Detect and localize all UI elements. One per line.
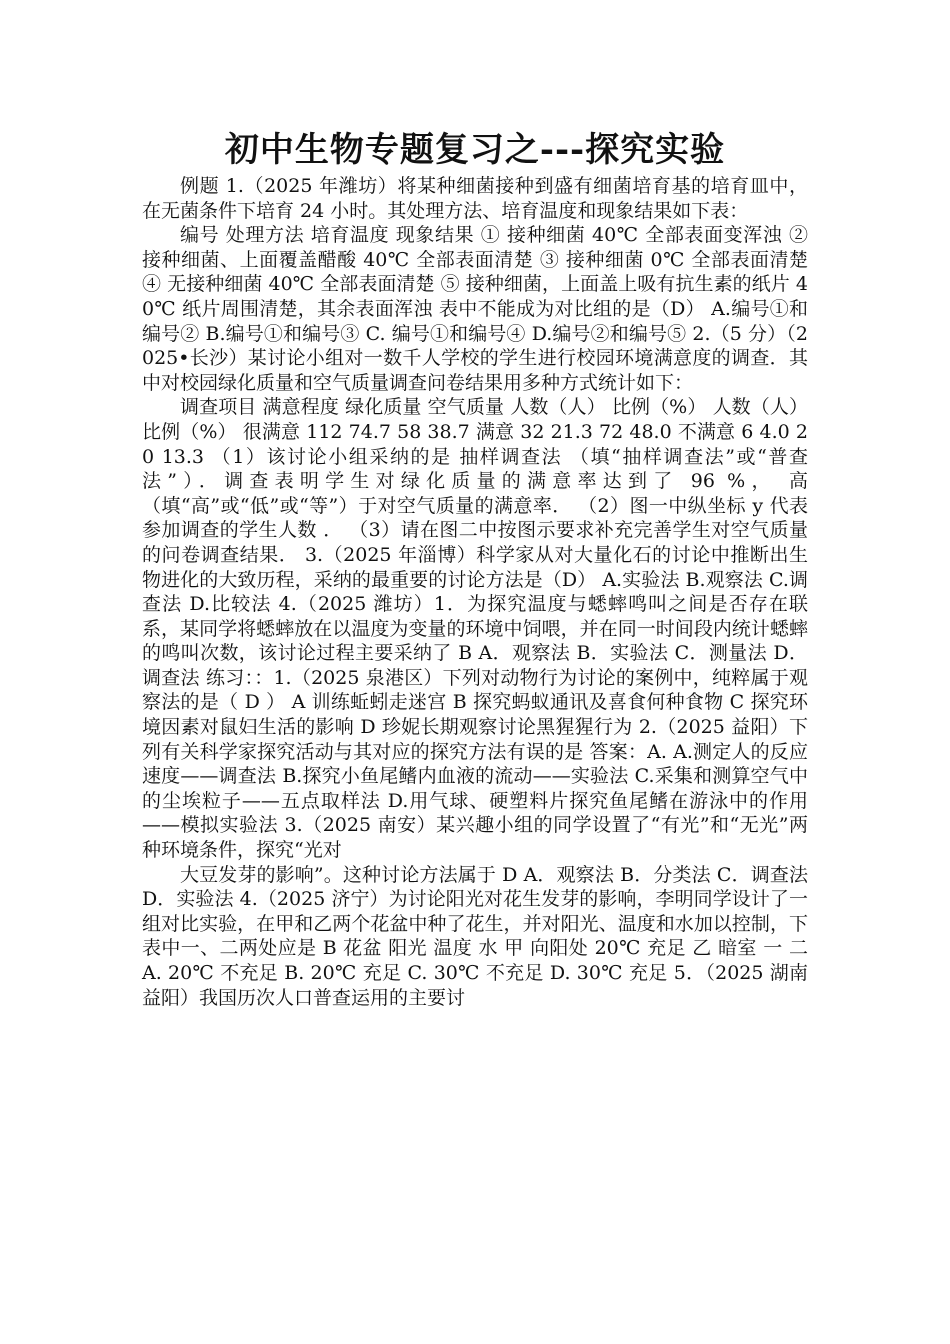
document-page: [142, 128, 808, 1010]
paragraph-survey-and-exercises: 调查项目 满意程度 绿化质量 空气质量 人数（人） 比例（%） 人数（人） 比例（%） 很满意 112 74.7 58 38.7 满意 32 21.3 72 48.0 不满意 6 4.0 20 13.3 （1）该讨论小组采纳的是 抽样调查法 （填“抽样调查法”或“普查法”）．调查表明学生对绿化质量的满意率达到了 96 %， 高 （填“高”或“低”或“等”）于对空气质量的满意率． （2）图一中纵坐标 y 代表 参加调查的学生人数 ． （3）请在图二中按图示要求补充完善学生对空气质量的问卷调查结果． 3.（2025 年淄博）科学家从对大量化石的讨论中推断出生物进化的大致历程，采纳的最重要的讨论方法是（D） A.实验法 B.观察法 C.调查法 D.比较法 4.（2025 潍坊）1．为探究温度与蟋蟀鸣叫之间是否存在联系，某同学将蟋蟀放在以温度为变量的环境中饲喂，并在同一时间段内统计蟋蟀的鸣叫次数，该讨论过程主要采纳了 B A．观察法 B．实验法 C．测量法 D．调查法 练习：：1.（2025 泉港区）下列对动物行为讨论的案例中，纯粹属于观察法的是（ D ） A 训练蚯蚓走迷宫 B 探究蚂蚁通讯及喜食何种食物 C 探究环境因素对鼠妇生活的影响 D 珍妮长期观察讨论黑猩猩行为 2.（2025 益阳）下列有关科学家探究活动与其对应的探究方法有误的是 答案：A. A.测定人的反应速度——调查法 B.探究小鱼尾鳍内血液的流动——实验法 C.采集和测算空气中的尘埃粒子——五点取样法 D.用气球、硬塑料片探究鱼尾鳍在游泳中的作用——模拟实验法 3.（2025 南安）某兴趣小组的同学设置了“有光”和“无光”两种环境条件，探究“光对: [142, 396, 808, 862]
paragraph-continuation: 大豆发芽的影响”。这种讨论方法属于 D A．观察法 B．分类法 C．调查法 D．实验法 4.（2025 济宁）为讨论阳光对花生发芽的影响，李明同学设计了一组对比实验，在甲和乙两个花盆中种了花生，并对阳光、温度和水加以控制，下表中一、二两处应是 B 花盆 阳光 温度 水 甲 向阳处 20℃ 充足 乙 暗室 一 二 A. 20℃ 不充足 B. 20℃ 充足 C. 30℃ 不充足 D. 30℃ 充足 5．（2025 湖南益阳）我国历次人口普查运用的主要讨: [142, 863, 808, 1009]
document-title: 初中生物专题复习之---探究实验: [224, 130, 726, 170]
paragraph-example-1-intro: 例题 1.（2025 年潍坊）将某种细菌接种到盛有细菌培育基的培育皿中，在无菌条件下培育 24 小时。其处理方法、培育温度和现象结果如下表：: [142, 175, 808, 222]
paragraph-example-1-table-and-questions: 编号 处理方法 培育温度 现象结果 ① 接种细菌 40℃ 全部表面变浑浊 ② 接种细菌、上面覆盖醋酸 40℃ 全部表面清楚 ③ 接种细菌 0℃ 全部表面清楚 ④ 无接种细菌 40℃ 全部表面清楚 ⑤ 接种细菌，上面盖上吸有抗生素的纸片 40℃ 纸片周围清楚，其余表面浑浊 表中不能成为对比组的是（D） A.编号①和编号② B.编号①和编号③ C. 编号①和编号④ D.编号②和编号⑤ 2.（5 分）（2025•长沙）某讨论小组对一数千人学校的学生进行校园环境满意度的调查．其中对校园绿化质量和空气质量调查问卷结果用多种方式统计如下：: [142, 224, 808, 394]
